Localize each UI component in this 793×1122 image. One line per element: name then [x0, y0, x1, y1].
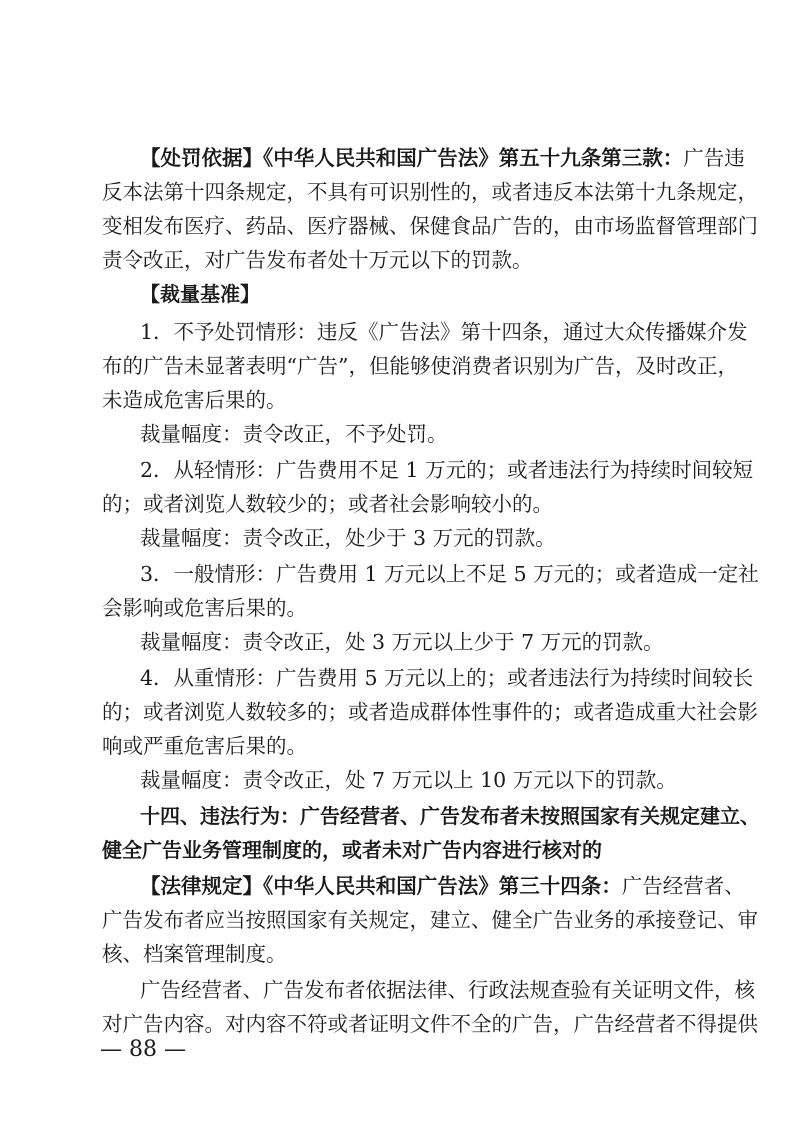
item4-line-3: 响或严重危害后果的。 — [102, 734, 307, 758]
section14-title-line-2: 健全广告业务管理制度的，或者未对广告内容进行核对的 — [102, 838, 602, 862]
law-line-3: 核、档案管理制度。 — [102, 942, 287, 966]
item4-range: 裁量幅度：责令改正，处 7 万元以上 10 万元以下的罚款。 — [140, 768, 677, 792]
law-lead: 【法律规定】《中华人民共和国广告法》第三十四条： — [140, 874, 622, 898]
law-para2-line-1: 广告经营者、广告发布者依据法律、行政法规查验有关证明文件，核 — [140, 978, 755, 1002]
item3-line-1: 3．一般情形：广告费用 1 万元以上不足 5 万元的；或者造成一定社 — [140, 562, 759, 586]
item2-line-1: 2．从轻情形：广告费用不足 1 万元的；或者违法行为持续时间较短 — [140, 458, 754, 482]
item1-range: 裁量幅度：责令改正，不予处罚。 — [140, 422, 448, 446]
item3-line-2: 会影响或危害后果的。 — [102, 596, 307, 620]
item4-line-1: 4．从重情形：广告费用 5 万元以上的；或者违法行为持续时间较长 — [140, 666, 754, 690]
law-line-1 — [140, 874, 745, 898]
penalty-basis-line-4: 责令改正，对广告发布者处十万元以下的罚款。 — [102, 248, 533, 272]
penalty-basis-line-3: 变相发布医疗、药品、医疗器械、保健食品广告的，由市场监督管理部门 — [102, 214, 758, 238]
law-para2-line-2: 对广告内容。对内容不符或者证明文件不全的广告，广告经营者不得提供 — [102, 1012, 758, 1036]
law-line-2: 广告发布者应当按照国家有关规定，建立、健全广告业务的承接登记、审 — [102, 908, 758, 932]
item1-line-3: 未造成危害后果的。 — [102, 388, 287, 412]
item4-line-2: 的；或者浏览人数较多的；或者造成群体性事件的；或者造成重大社会影 — [102, 700, 758, 724]
section14-title-line-1: 十四、违法行为：广告经营者、广告发布者未按照国家有关规定建立、 — [140, 804, 760, 828]
item1-line-2: 布的广告未显著表明“广告”，但能够使消费者识别为广告，及时改正， — [102, 354, 738, 378]
item2-range: 裁量幅度：责令改正，处少于 3 万元的罚款。 — [140, 526, 556, 550]
law-text: 广告经营者、 — [621, 874, 745, 898]
penalty-basis-text: 广告违 — [683, 146, 745, 170]
penalty-basis-line-2: 反本法第十四条规定，不具有可识别性的，或者违反本法第十九条规定， — [102, 180, 758, 204]
discretion-heading: 【裁量基准】 — [140, 282, 260, 306]
item1-line-1: 1．不予处罚情形：违反《广告法》第十四条，通过大众传播媒介发 — [140, 320, 748, 344]
penalty-basis-lead: 【处罚依据】《中华人民共和国广告法》第五十九条第三款： — [140, 146, 684, 170]
penalty-basis-line-1 — [140, 146, 745, 170]
page-number: — 88 — — [100, 1037, 186, 1062]
item3-range: 裁量幅度：责令改正，处 3 万元以上少于 7 万元的罚款。 — [140, 630, 664, 654]
item2-line-2: 的；或者浏览人数较少的；或者社会影响较小的。 — [102, 492, 553, 516]
